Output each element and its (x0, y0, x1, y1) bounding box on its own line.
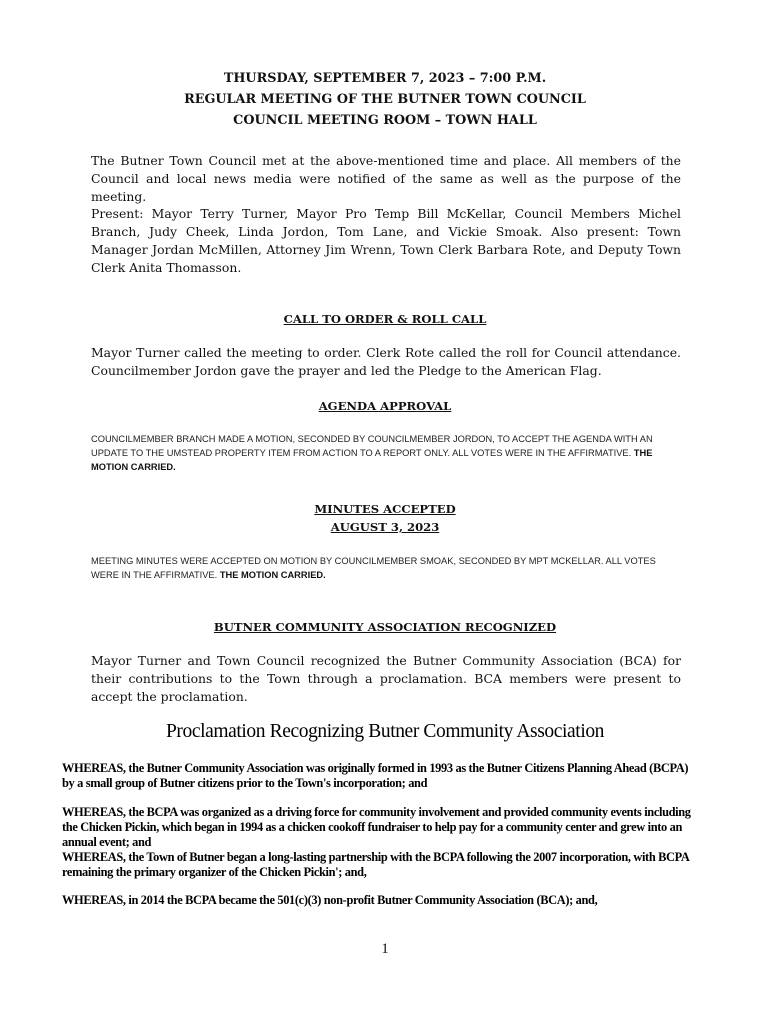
agenda-motion-body: COUNCILMEMBER BRANCH MADE A MOTION, SECONDED BY COUNCILMEMBER JORDON, TO ACCEPT THE AGENDA WITH AN UPDATE TO THE UMSTEAD PROPERTY ITEM FROM ACTION TO A REPORT ONLY. ALL VOTES WERE IN THE AFFIRMATIVE. (91, 434, 653, 458)
whereas-clause-4: WHEREAS, in 2014 the BCPA became the 501(c)(3) non-profit Butner Community Association (BCA); and, (62, 893, 598, 907)
proclamation-title: Proclamation Recognizing Butner Community Association (165, 721, 605, 742)
minutes-motion-result: THE MOTION CARRIED. (219, 570, 326, 580)
bca-paragraph: Mayor Turner and Town Council recognized the Butner Community Association (BCA) for their contributions to the Town through a proclamation. BCA members were present to accept the proclamation. (91, 653, 681, 704)
minutes-heading (0, 500, 770, 536)
bca-heading: BUTNER COMMUNITY ASSOCIATION RECOGNIZED (213, 620, 557, 634)
meeting-header (0, 68, 770, 131)
agenda-motion-text (91, 432, 681, 474)
agenda-approval-heading: AGENDA APPROVAL (318, 399, 452, 413)
call-to-order-paragraph: Mayor Turner called the meeting to order. Clerk Rote called the roll for Council attendance. Councilmember Jordon gave the prayer and led the Pledge to the American Flag. (91, 345, 681, 378)
minutes-heading-date: AUGUST 3, 2023 (330, 520, 440, 534)
call-to-order-heading: CALL TO ORDER & ROLL CALL (283, 312, 487, 326)
whereas-clause-1: WHEREAS, the Butner Community Association was originally formed in 1993 as the Butner Citizens Planning Ahead (BCPA) by a small group of Butner citizens prior to the Town's incorporation; and (62, 761, 689, 790)
whereas-clause-3: WHEREAS, the Town of Butner began a long-lasting partnership with the BCPA following the 2007 incorporation, with BCPA remaining the primary organizer of the Chicken Pickin'; and, (62, 850, 689, 879)
meeting-title-line: REGULAR MEETING OF THE BUTNER TOWN COUNCIL (184, 92, 586, 107)
intro-paragraph: The Butner Town Council met at the above-mentioned time and place. All members of the Council and local news media were notified of the same as well as the purpose of the meeting. (91, 153, 681, 204)
page-number: 1 (381, 941, 389, 957)
minutes-motion-text (91, 554, 681, 582)
whereas-clause-2: WHEREAS, the BCPA was organized as a driving force for community involvement and provided community events including the Chicken Pickin, which began in 1994 as a chicken cookoff fundraiser to help pay for a community center and grew into an annual event; and (62, 805, 691, 849)
agenda-motion-result: THE MOTION CARRIED. (91, 448, 653, 472)
attendance-paragraph: Present: Mayor Terry Turner, Mayor Pro Temp Bill McKellar, Council Members Michel Branch, Judy Cheek, Linda Jordon, Tom Lane, and Vickie Smoak. Also present: Town Manager Jordan McMillen, Attorney Jim Wrenn, Town Clerk Barbara Rote, and Deputy Town Clerk Anita Thomasson. (91, 206, 681, 275)
minutes-motion-body: MEETING MINUTES WERE ACCEPTED ON MOTION BY COUNCILMEMBER SMOAK, SECONDED BY MPT MCKELLAR. ALL VOTES WERE IN THE AFFIRMATIVE. (91, 556, 656, 580)
meeting-date-line: THURSDAY, SEPTEMBER 7, 2023 – 7:00 P.M. (223, 71, 547, 86)
meeting-location-line: COUNCIL MEETING ROOM – TOWN HALL (233, 113, 537, 128)
minutes-heading-title: MINUTES ACCEPTED (314, 502, 456, 516)
